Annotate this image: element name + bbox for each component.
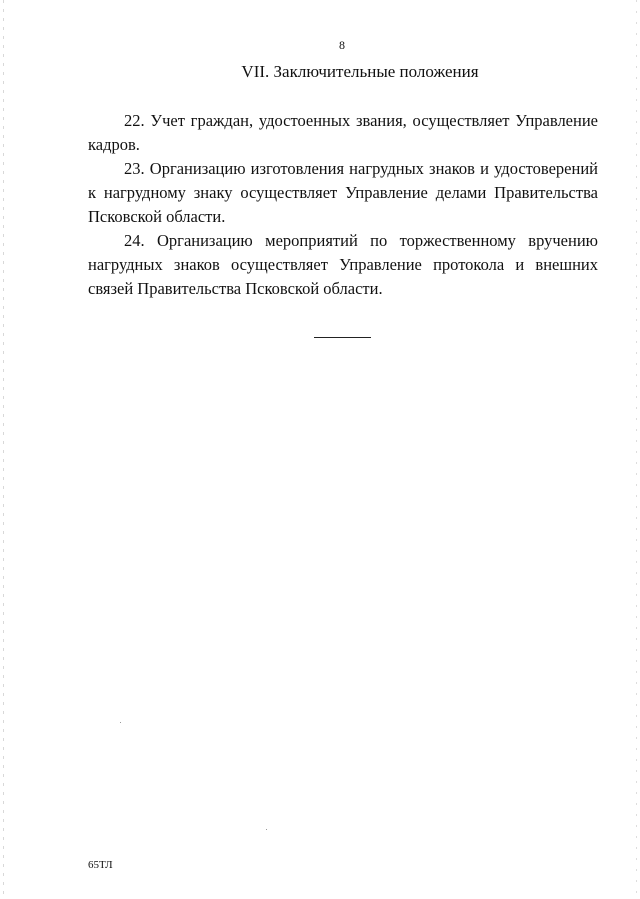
paragraph-23: 23. Организацию изготовления нагрудных знаков и удостоверений к нагрудному знаку осуществляет Управление делами Правительства Псковской области. xyxy=(88,159,598,226)
page-number: 8 xyxy=(339,38,345,52)
section-title: VII. Заключительные положения xyxy=(241,62,479,81)
footer-code: 65ТЛ xyxy=(88,859,113,871)
scan-edge-left xyxy=(3,0,4,899)
paragraph-24: 24. Организацию мероприятий по торжественному вручению нагрудных знаков осуществляет Управление протокола и внешних связей Правительства Псковской области. xyxy=(88,231,598,298)
document-body xyxy=(88,109,598,301)
end-separator-line xyxy=(314,337,371,338)
paragraph-22: 22. Учет граждан, удостоенных звания, осуществляет Управление кадров. xyxy=(88,111,598,154)
scan-speck xyxy=(266,829,267,830)
scan-speck xyxy=(120,722,121,723)
scan-edge-right xyxy=(636,0,637,899)
